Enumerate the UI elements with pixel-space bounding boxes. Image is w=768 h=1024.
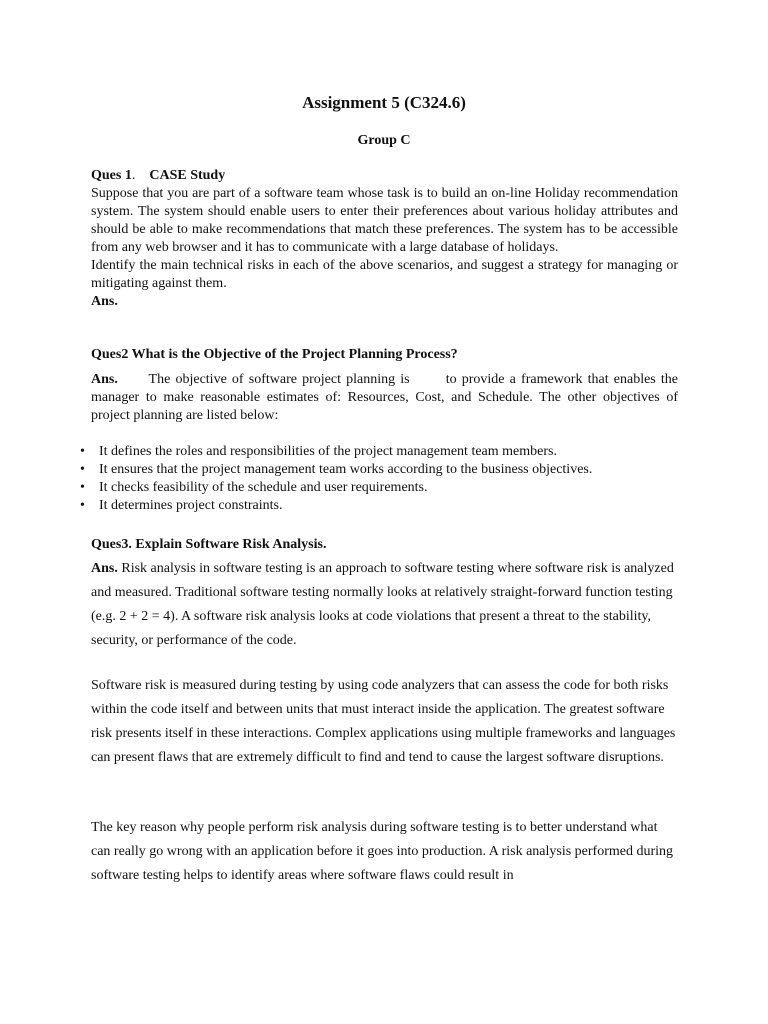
list-item	[80, 497, 680, 515]
question-1-section	[91, 167, 678, 311]
question-2-heading-block	[91, 346, 678, 364]
question-3-heading: Ques3. Explain Software Risk Analysis.	[91, 537, 327, 552]
question-1-heading	[91, 167, 678, 185]
question-1-title: CASE Study	[149, 168, 226, 183]
question-3-answer-label: Ans.	[91, 561, 118, 576]
question-2-answer-label: Ans.	[91, 372, 118, 387]
question-3-paragraph-1-text: Risk analysis in software testing is an approach to software testing where software risk is analyzed and measured. Traditional software testing normally looks at relatively straight-forward function testing (e.g. 2 + 2 = 4). A software risk analysis looks at code violations that present a threat to the stability, security, or performance of the code.	[91, 561, 674, 648]
objectives-list	[80, 443, 680, 515]
page-title: Assignment 5 (C324.6)	[302, 93, 466, 112]
list-item	[80, 461, 680, 479]
question-3-paragraph-2-block	[91, 674, 678, 770]
list-item-text: It determines project constraints.	[99, 498, 283, 513]
question-1-label: Ques 1	[91, 168, 132, 183]
list-item	[80, 479, 680, 497]
question-2-answer-text: The objective of software project planning is to provide a framework that enables the manager to make reasonable estimates of: Resources, Cost, and Schedule. The other objectives of project planning are listed below:	[91, 372, 682, 423]
question-2-heading: Ques2 What is the Objective of the Project Planning Process?	[91, 347, 458, 362]
question-2-answer	[91, 371, 682, 425]
list-item	[80, 443, 680, 461]
bullet-icon: •	[80, 444, 85, 459]
question-1-label-dot: .	[131, 168, 136, 183]
question-3-paragraph-2: Software risk is measured during testing by using code analyzers that can assess the code for both risks within the code itself and between units that must interact inside the application. The greatest software risk presents itself in these interactions. Complex applications using multiple frameworks and languages can present flaws that are extremely difficult to find and tend to cause the largest software disruptions.	[91, 678, 676, 765]
bullet-icon: •	[80, 480, 85, 495]
list-item-text: It checks feasibility of the schedule and user requirements.	[99, 480, 428, 495]
question-2-answer-paragraph	[91, 371, 682, 425]
question-3-paragraph-3-block	[91, 816, 678, 888]
list-item-text: It ensures that the project management team works according to the business objectives.	[99, 462, 593, 477]
question-3-paragraph-3: The key reason why people perform risk analysis during software testing is to better understand what can really go wrong with an application before it goes into production. A risk analysis performed during software testing helps to identify areas where software flaws could result in	[91, 820, 674, 883]
question-3-paragraph-1	[91, 557, 678, 653]
question-1-body: Suppose that you are part of a software team whose task is to build an on-line Holiday recommendation system. The system should enable users to enter their preferences about various holiday attributes and should be able to make recommendations that match these preferences. The system has to be accessible from any web browser and it has to communicate with a large database of holidays.	[91, 186, 678, 255]
bullet-icon: •	[80, 462, 85, 477]
bullet-icon: •	[80, 498, 85, 513]
question-3-section	[91, 533, 678, 653]
list-item-text: It defines the roles and responsibilities of the project management team members.	[99, 444, 557, 459]
group-heading: Group C	[357, 133, 411, 148]
question-1-body-2: Identify the main technical risks in each of the above scenarios, and suggest a strategy for managing or mitigating against them.	[91, 258, 678, 291]
question-1-answer-label: Ans.	[91, 294, 118, 309]
